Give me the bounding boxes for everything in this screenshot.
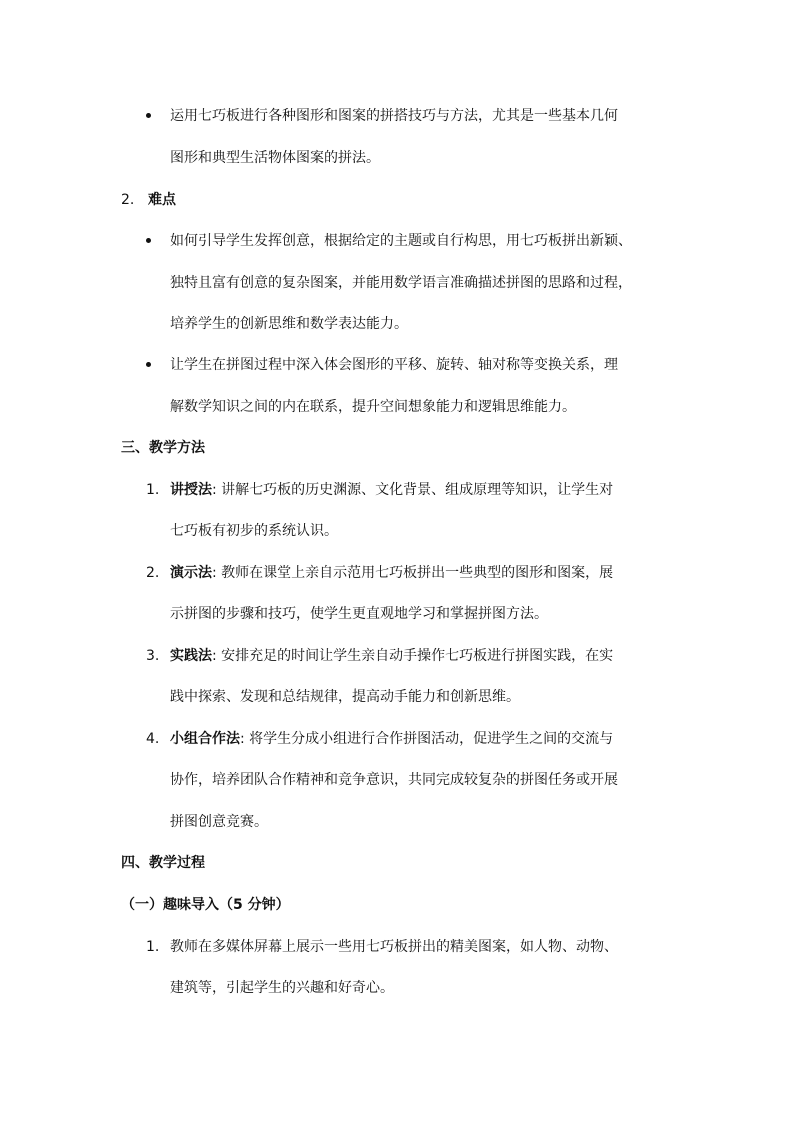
bullet-dot — [146, 362, 151, 367]
body-text: 建筑等，引起学生的兴趣和好奇心。 — [170, 980, 394, 996]
list-item — [170, 646, 613, 666]
body-text: 解数学知识之间的内在联系，提升空间想象能力和逻辑思维能力。 — [170, 399, 576, 415]
list-number: 1. — [146, 939, 160, 955]
body-text: 七巧板有初步的系统认识。 — [170, 523, 338, 539]
body-text: 拼图创意竞赛。 — [170, 814, 268, 830]
method-term: 讲授法 — [170, 482, 212, 498]
body-text: 教师在多媒体屏幕上展示一些用七巧板拼出的精美图案，如人物、动物、 — [170, 939, 618, 955]
list-number: 1. — [146, 482, 160, 498]
list-number: 3. — [146, 648, 160, 664]
method-desc: : 讲解七巧板的历史渊源、文化背景、组成原理等知识，让学生对 — [212, 482, 614, 498]
body-text: 独特且富有创意的复杂图案，并能用数学语言准确描述拼图的思路和过程， — [170, 275, 632, 291]
bullet-dot — [146, 238, 151, 243]
body-text: 让学生在拼图过程中深入体会图形的平移、旋转、轴对称等变换关系，理 — [170, 357, 618, 373]
method-term: 演示法 — [170, 565, 212, 581]
section-heading: 四、教学过程 — [121, 855, 205, 871]
list-number: 2. — [146, 565, 160, 581]
method-term: 小组合作法 — [170, 731, 240, 747]
bullet-dot — [146, 113, 151, 118]
body-text: 协作，培养团队合作精神和竞争意识，共同完成较复杂的拼图任务或开展 — [170, 772, 618, 788]
method-desc: : 教师在课堂上亲自示范用七巧板拼出一些典型的图形和图案，展 — [212, 565, 614, 581]
method-desc: : 安排充足的时间让学生亲自动手操作七巧板进行拼图实践，在实 — [212, 648, 614, 664]
section-subheading: （一）趣味导入（5 分钟） — [121, 897, 290, 913]
list-item — [170, 563, 613, 583]
list-item — [170, 729, 613, 749]
method-desc: : 将学生分成小组进行合作拼图活动，促进学生之间的交流与 — [240, 731, 614, 747]
body-text: 示拼图的步骤和技巧，使学生更直观地学习和掌握拼图方法。 — [170, 606, 548, 622]
list-number: 2. — [121, 192, 135, 208]
list-item — [170, 480, 613, 500]
body-text: 培养学生的创新思维和数学表达能力。 — [170, 316, 408, 332]
list-number: 4. — [146, 731, 160, 747]
body-text: 运用七巧板进行各种图形和图案的拼搭技巧与方法，尤其是一些基本几何 — [170, 108, 618, 124]
method-term: 实践法 — [170, 648, 212, 664]
body-text: 如何引导学生发挥创意，根据给定的主题或自行构思，用七巧板拼出新颖、 — [170, 233, 632, 249]
section-heading: 三、教学方法 — [121, 440, 205, 456]
body-text: 践中探索、发现和总结规律，提高动手能力和创新思维。 — [170, 689, 520, 705]
body-text: 图形和典型生活物体图案的拼法。 — [170, 150, 380, 166]
section-subtitle: 难点 — [148, 192, 176, 208]
